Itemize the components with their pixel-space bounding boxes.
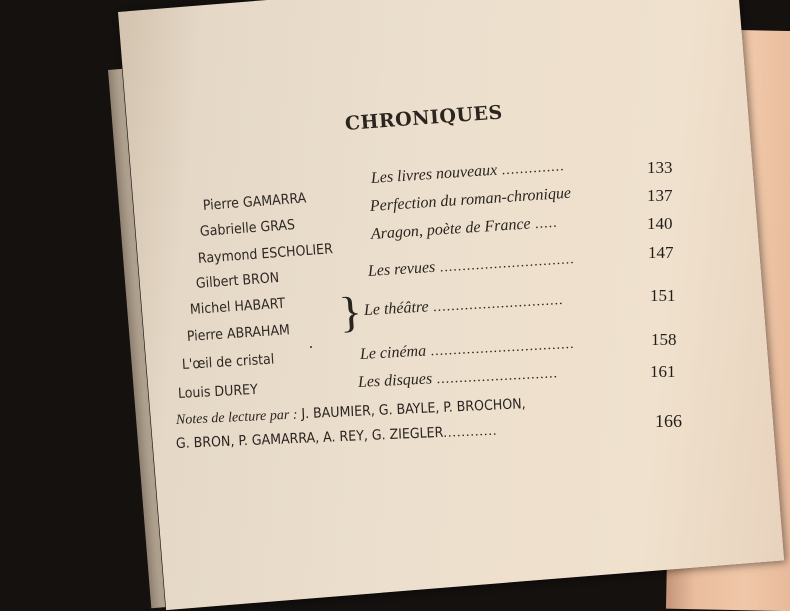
entry-title: Les livres nouveaux (370, 161, 498, 187)
ink-speck (310, 346, 312, 348)
entry-author: Louis DUREY (177, 381, 259, 402)
page-number: 137 (647, 186, 673, 205)
page-number: 158 (651, 330, 677, 349)
entry-title: Perfection du roman-chronique (369, 184, 572, 215)
entry-author: Michel HABART (189, 295, 286, 318)
entry-title: Les disques (357, 370, 433, 391)
notes-lead: Notes de lecture par : (175, 407, 298, 428)
entry-author: Pierre GAMARRA (202, 190, 307, 214)
entry-title: Les revues (367, 258, 436, 280)
page-number: 147 (648, 243, 674, 262)
leader-dots: ............ (443, 423, 498, 441)
leader-dots: ..... (534, 215, 559, 233)
entry-title: Aragon, poète de France (370, 215, 532, 243)
entry-author: Gabrielle GRAS (199, 217, 296, 240)
leader-dots: .............. (501, 159, 566, 179)
entry-author: L'œil de cristal (181, 351, 275, 373)
entry-author: Raymond ESCHOLIER (197, 241, 334, 267)
entry-title: Le cinéma (359, 342, 427, 363)
page-number: 140 (647, 214, 673, 233)
entry-title: Le théâtre (363, 298, 430, 319)
brace-glyph: } (337, 287, 364, 338)
entry-author: Gilbert BRON (195, 269, 280, 292)
leader-dots: ................................ (430, 336, 575, 360)
page-number: 151 (650, 286, 676, 305)
entry-author: Pierre ABRAHAM (186, 322, 291, 345)
leader-dots: .............................. (439, 252, 575, 276)
section-heading: CHRONIQUES (344, 101, 504, 135)
leader-dots: ........................... (436, 366, 559, 388)
notes-names-2: G. BRON, P. GAMARRA, A. REY, G. ZIEGLER (175, 424, 444, 452)
notes-names-1: J. BAUMIER, G. BAYLE, P. BROCHON, (301, 396, 526, 423)
leader-dots: ............................. (432, 292, 564, 316)
page-number: 161 (650, 362, 676, 381)
page-number: 133 (647, 158, 673, 177)
page-number: 166 (655, 411, 682, 431)
